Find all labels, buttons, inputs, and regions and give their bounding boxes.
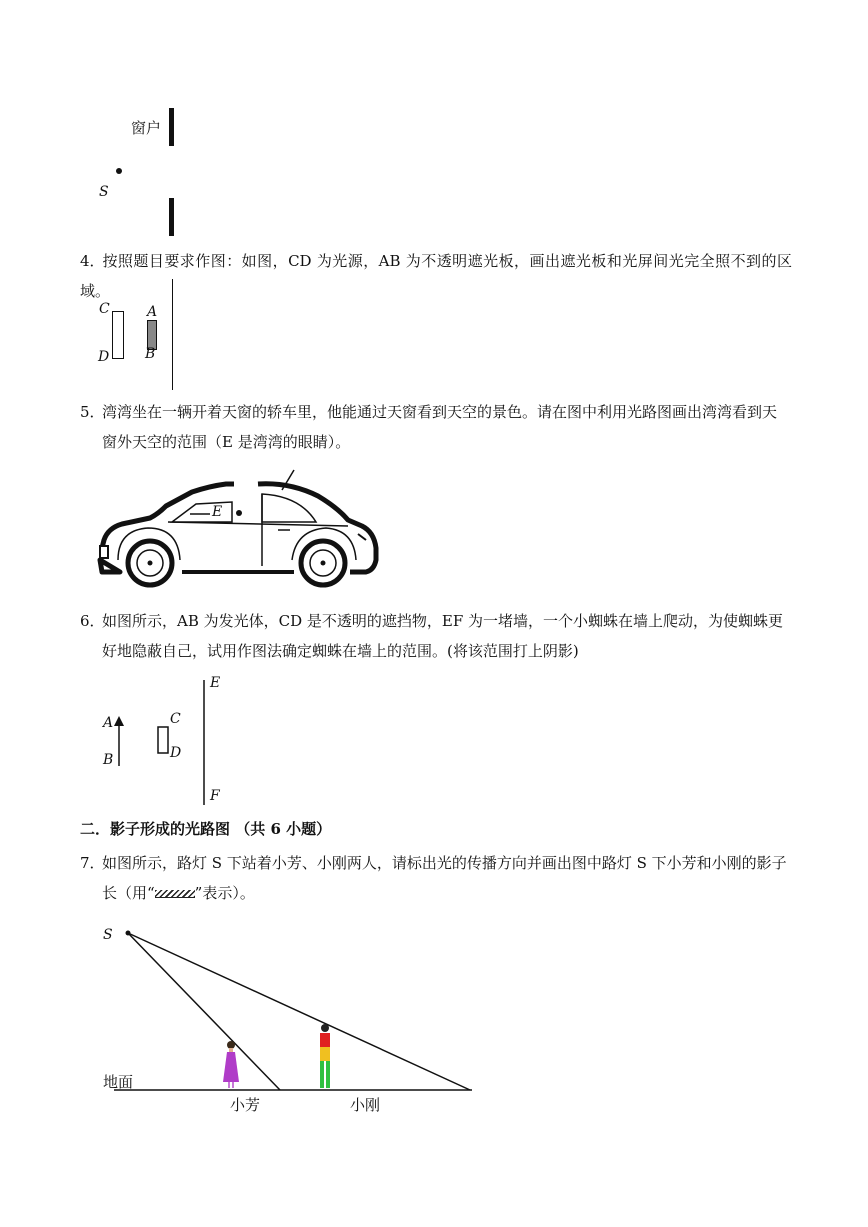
question-text-line2: 长（用“ ”表示）。 [102,884,255,902]
label-d: D [170,745,182,761]
streetlight-s [126,931,131,936]
label-c: C [99,301,110,317]
xiaogang-label: 小刚 [350,1096,381,1114]
question-number: 6． [80,612,105,630]
question-number: 5． [80,403,105,421]
label-f: F [210,788,220,804]
label-e: E [210,675,221,691]
ray-to-xiaofang [128,933,280,1090]
ray-to-xiaogang [128,933,470,1090]
question-text-line2: 窗外天空的范围（E 是湾湾的眼睛）。 [102,433,351,451]
ground-label: 地面 [103,1073,134,1091]
label-a: A [147,304,158,320]
question-text-line1: 如图所示，路灯 S 下站着小芳、小刚两人，请标出光的传播方向并画出图中路灯 S 下小芳和小刚的影子 [102,854,787,872]
label-c: C [170,711,181,727]
window-label: 窗户 [131,119,162,137]
label-d: D [98,349,110,365]
xiaofang-figure [223,1041,239,1088]
question-text-line1: 湾湾坐在一辆开着天窗的轿车里，他能通过天窗看到天空的景色。请在图中利用光路图画出湾湾看到天 [102,403,778,421]
question-number: 4． [80,252,105,270]
xiaofang-label: 小芳 [230,1096,261,1114]
label-b: B [103,752,114,768]
label-s: S [99,184,109,200]
question-text: 按照题目要求作图：如图，CD 为光源，AB 为不透明遮光板，画出遮光板和光屏间光完全照不到的区域。 [80,252,792,300]
question-text-line2: 好地隐蔽自己，试用作图法确定蜘蛛在墙上的范围。(将该范围打上阴影) [102,642,579,660]
question-number: 7． [80,854,105,872]
label-e: E [212,504,223,520]
section-title: 二．影子形成的光路图 （共 6 小题） [80,820,332,838]
question-text-line1: 如图所示，AB 为发光体，CD 是不透明的遮挡物，EF 为一堵墙，一个小蜘蛛在墙上爬动，为使蜘蛛更 [102,612,784,630]
label-s: S [103,927,113,943]
label-b: B [145,346,156,362]
xiaogang-figure [320,1024,330,1088]
label-a: A [103,715,114,731]
